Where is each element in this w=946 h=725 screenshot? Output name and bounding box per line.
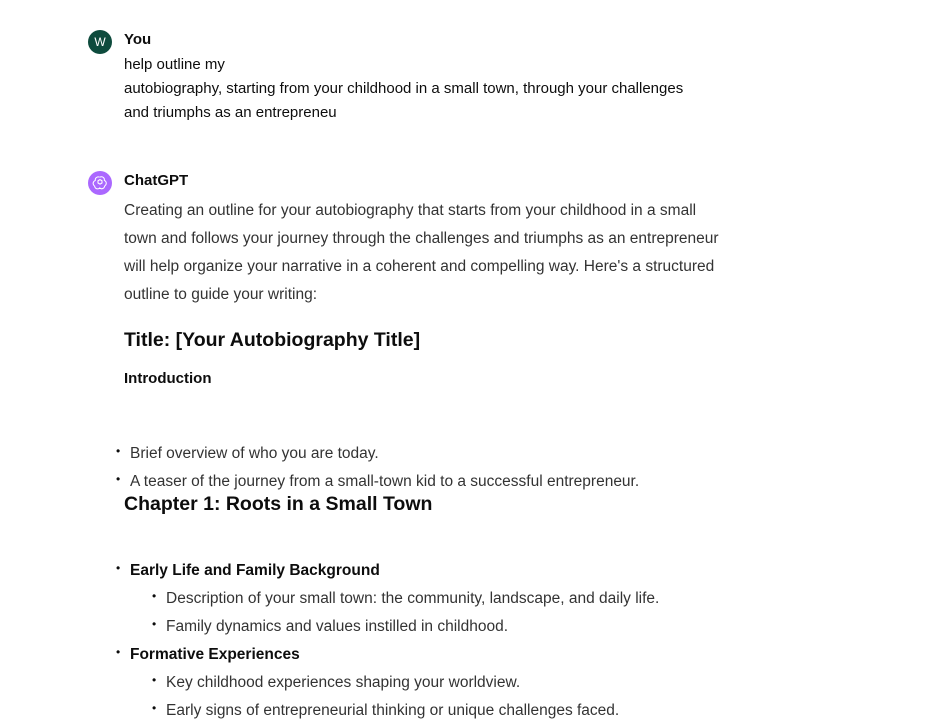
assistant-author-name: ChatGPT	[124, 172, 189, 189]
chapter1-heading: Chapter 1: Roots in a Small Town	[124, 493, 433, 515]
chapter1-list	[116, 557, 659, 725]
openai-logo-icon	[88, 171, 112, 195]
list-item: • A teaser of the journey from a small-town kid to a successful entrepreneur.	[116, 468, 639, 496]
introduction-list	[116, 440, 639, 496]
title-heading: Title: [Your Autobiography Title]	[124, 329, 421, 351]
user-avatar	[88, 30, 112, 54]
intro-line: outline to guide your writing:	[124, 286, 318, 303]
intro-paragraph	[124, 197, 764, 309]
sub-list-item: • Description of your small town: the community, landscape, and daily life.	[152, 585, 659, 613]
section-label: Formative Experiences	[130, 646, 300, 663]
assistant-message-body	[124, 197, 764, 719]
sub-list-item: • Family dynamics and values instilled in childhood.	[152, 613, 659, 641]
sub-list-item: • Key childhood experiences shaping your worldview.	[152, 669, 659, 697]
list-item	[116, 641, 659, 725]
intro-line: will help organize your narrative in a coherent and compelling way. Here's a structured	[124, 258, 715, 275]
user-author-name: You	[124, 31, 152, 48]
intro-line: Creating an outline for your autobiography that starts from your childhood in a small	[124, 202, 697, 219]
sub-list	[130, 585, 659, 641]
introduction-heading: Introduction	[124, 370, 212, 387]
user-message-line: and triumphs as an entrepreneu	[124, 104, 337, 121]
list-item: • Brief overview of who you are today.	[116, 440, 639, 468]
list-item	[116, 557, 659, 641]
user-message-line: autobiography, starting from your childhood in a small town, through your challenges	[124, 80, 684, 97]
sub-list-item: • Early signs of entrepreneurial thinking or unique challenges faced.	[152, 697, 659, 725]
section-label: Early Life and Family Background	[130, 562, 380, 579]
user-avatar-letter: W	[94, 35, 106, 49]
intro-line: town and follows your journey through the challenges and triumphs as an entrepreneur	[124, 230, 719, 247]
sub-list	[130, 669, 659, 725]
user-message-line: help outline my	[124, 56, 225, 73]
user-message-text	[124, 53, 744, 125]
